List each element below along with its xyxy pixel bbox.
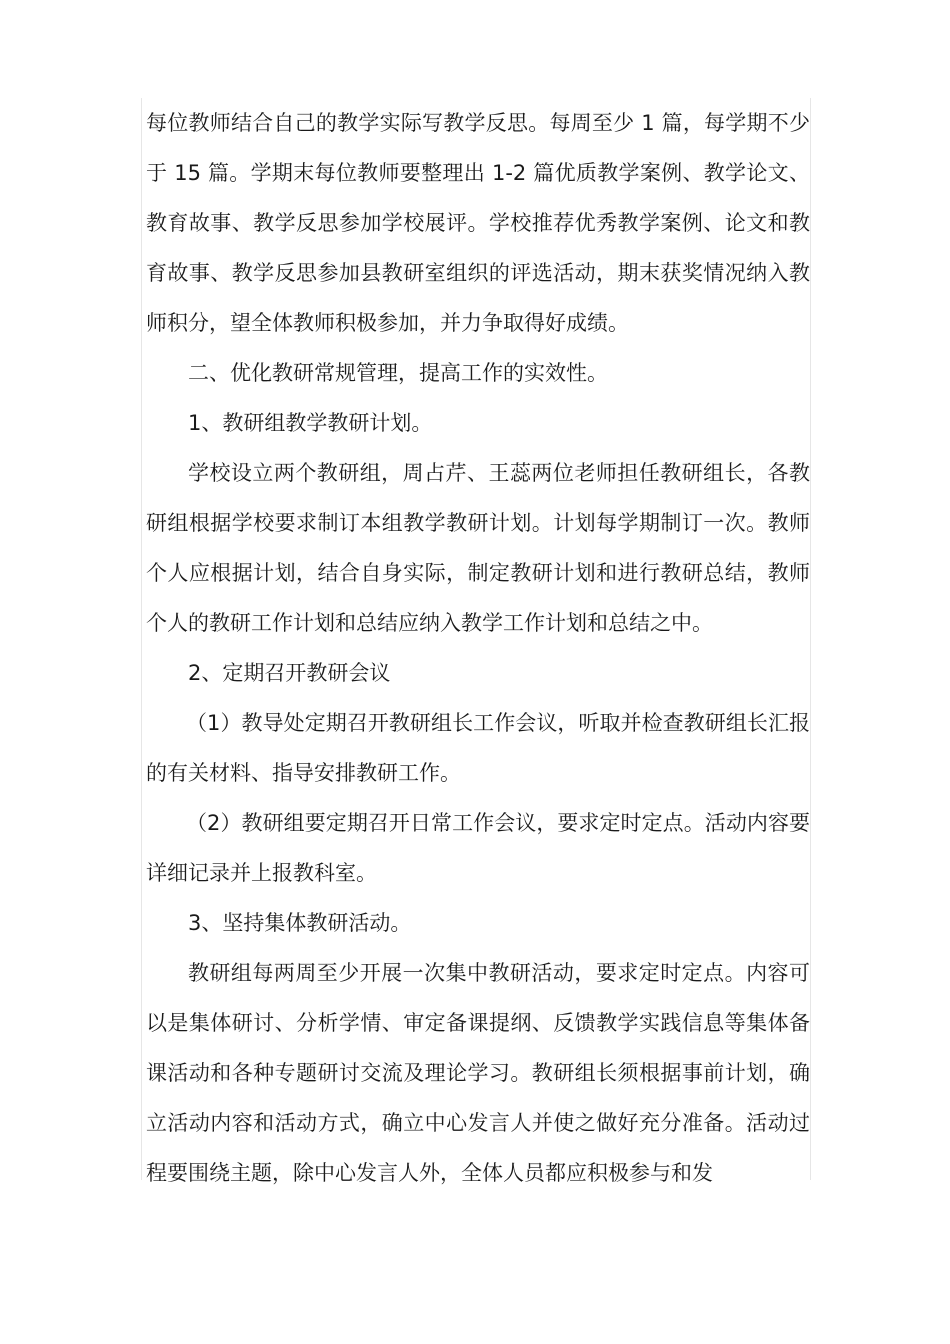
subheading-1: 1、教研组教学教研计划。 xyxy=(188,411,433,435)
paragraph-continuation: 每位教师结合自己的教学实际写教学反思。每周至少 1 篇，每学期不少于 15 篇。学期末每位教师要整理出 1-2 篇优质教学案例、教学论文、教育故事、教学反思参加学校展评。学校推荐优秀教学案例、论文和教育故事、教学反思参加县教研室组织的评选活动，期末获奖情况纳入教师积分，望全体教师积极参加，并力争取得好成绩。 xyxy=(146,111,810,335)
subheading-3: 3、坚持集体教研活动。 xyxy=(188,911,412,935)
document-body xyxy=(146,98,810,1198)
section-heading-2: 二、优化教研常规管理，提高工作的实效性。 xyxy=(188,361,608,385)
paragraph-teaching-groups: 学校设立两个教研组，周占芹、王蕊两位老师担任教研组长，各教研组根据学校要求制订本组教学教研计划。计划每学期制订一次。教师个人应根据计划，结合自身实际，制定教研计划和进行教研总结，教师个人的教研工作计划和总结应纳入教学工作计划和总结之中。 xyxy=(146,461,810,635)
paragraph-collective-research: 教研组每两周至少开展一次集中教研活动，要求定时定点。内容可以是集体研讨、分析学情、审定备课提纲、反馈教学实践信息等集体备课活动和各种专题研讨交流及理论学习。教研组长须根据事前计划，确立活动内容和活动方式，确立中心发言人并使之做好充分准备。活动过程要围绕主题，除中心发言人外，全体人员都应积极参与和发 xyxy=(146,961,810,1185)
paragraph-item-1: （1）教导处定期召开教研组长工作会议，听取并检查教研组长汇报的有关材料、指导安排教研工作。 xyxy=(146,711,810,785)
subheading-2: 2、定期召开教研会议 xyxy=(188,661,391,685)
paragraph-item-2: （2）教研组要定期召开日常工作会议，要求定时定点。活动内容要详细记录并上报教科室。 xyxy=(146,811,810,885)
